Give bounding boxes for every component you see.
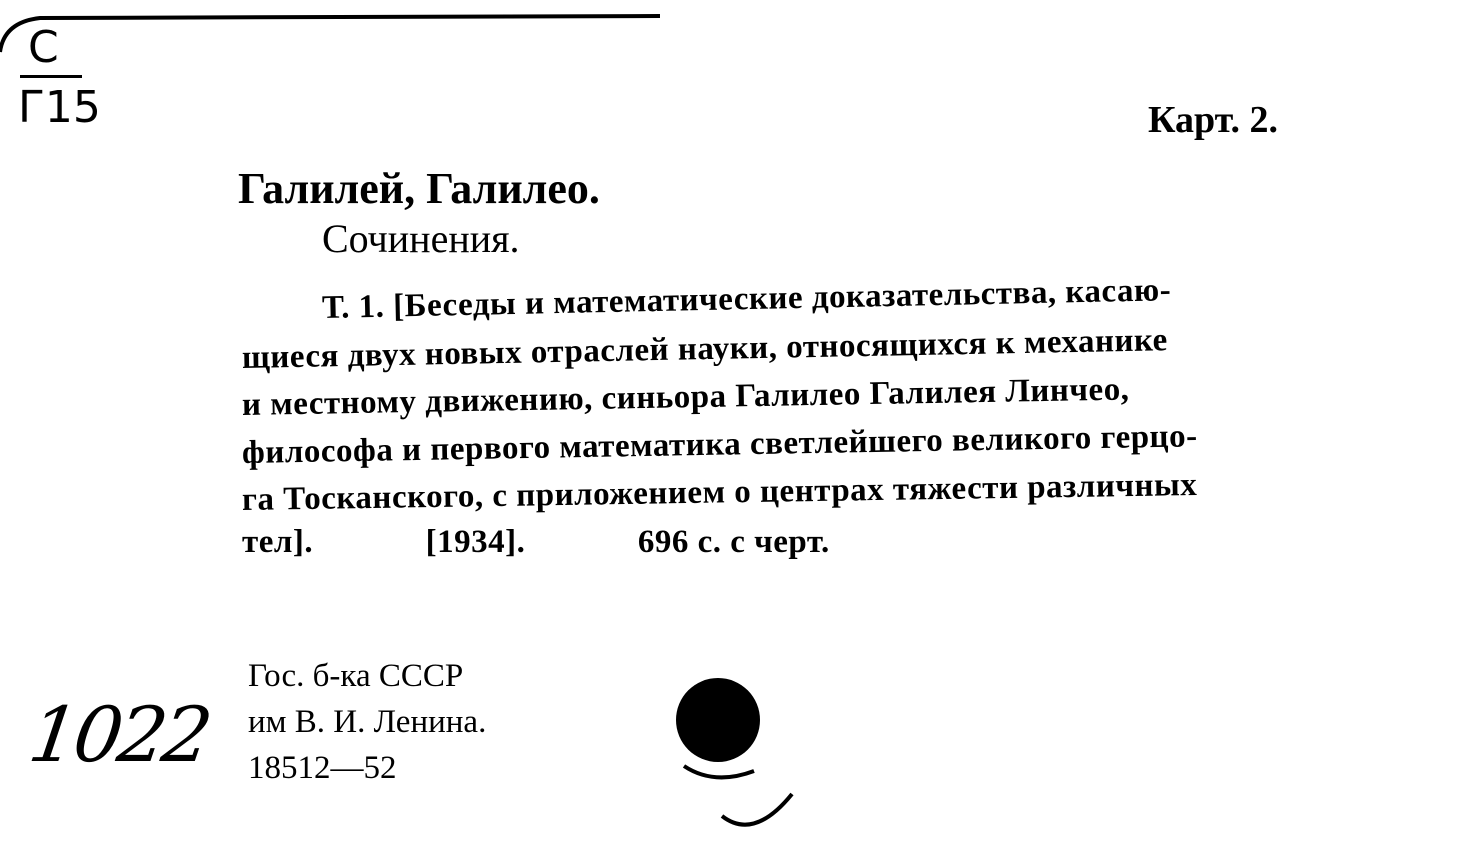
- inventory-number: 1022: [23, 690, 214, 779]
- punch-hole-icon: [674, 676, 804, 841]
- shelf-mark-divider: [20, 75, 82, 78]
- page-count: 696 с. с черт.: [637, 524, 830, 560]
- shelf-mark-bottom: Г15: [18, 82, 101, 133]
- card-number: Карт. 2.: [1148, 99, 1278, 141]
- author-heading: Галилей, Галилео.: [238, 164, 600, 213]
- description-line: Т. 1. [Беседы и математические доказательства, касаю-: [321, 272, 1172, 326]
- card-top-edge: [0, 0, 700, 60]
- description-line: и местному движению, синьора Галилео Галилея Линчео,: [241, 371, 1130, 423]
- work-title: Сочинения.: [322, 216, 520, 261]
- description-line: щиеся двух новых отраслей науки, относящихся к механике: [241, 322, 1169, 376]
- description-line: философа и первого математика светлейшего великого герцо-: [241, 418, 1198, 471]
- description-last-line: [242, 524, 830, 561]
- library-stamp-line: им В. И. Ленина.: [248, 704, 487, 740]
- shelf-mark-top: С: [28, 22, 59, 73]
- library-stamp-line: 18512—52: [248, 750, 397, 786]
- description-end: тел].: [242, 524, 314, 560]
- publication-year: [1934].: [425, 524, 526, 560]
- library-stamp-line: Гос. б-ка СССР: [248, 658, 464, 694]
- description-line: га Тосканского, с приложением о центрах тяжести различных: [241, 466, 1198, 518]
